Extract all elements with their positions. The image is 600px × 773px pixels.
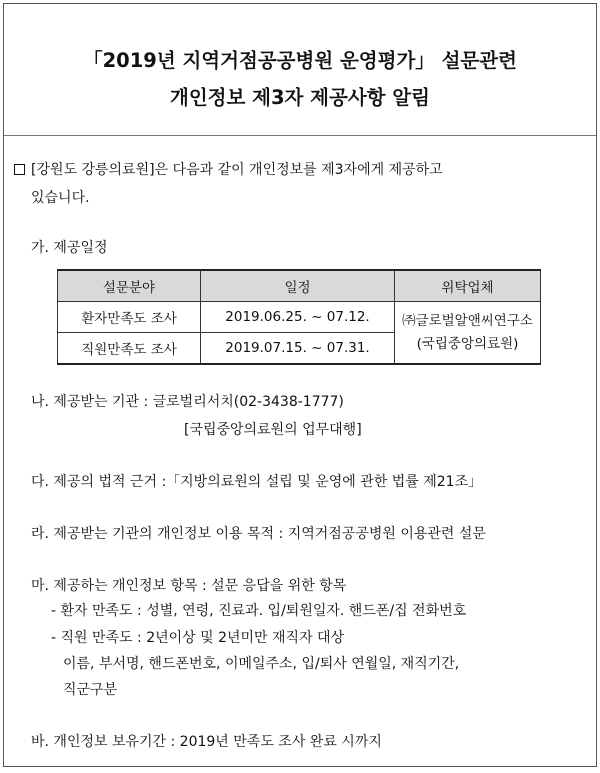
col-header-agency: 위탁업체	[395, 270, 541, 302]
section-ma-heading: 마. 제공하는 개인정보 항목 : 설문 응답을 위한 항목	[31, 578, 347, 594]
document-title-line2: 개인정보 제3자 제공사항 알림	[170, 86, 430, 109]
table-header-row	[58, 270, 541, 302]
section-ma-patient: - 환자 만족도 : 성별, 연령, 진료과. 입/퇴원일자. 핸드폰/집 전화번호	[51, 603, 467, 619]
agency-name: ㈜글로벌알앤씨연구소	[402, 312, 533, 329]
intro-line2: 있습니다.	[31, 190, 90, 206]
cell-period: 2019.06.25. ~ 07.12.	[201, 302, 395, 333]
col-header-period: 일정	[201, 270, 395, 302]
section-ma-staff-items: 이름, 부서명, 핸드폰번호, 이메일주소, 입/퇴사 연월일, 재직기간,	[63, 656, 460, 672]
section-ga-heading: 가. 제공일정	[31, 240, 108, 256]
cell-period: 2019.07.15. ~ 07.31.	[201, 333, 395, 365]
section-na-line2: [국립중앙의료원의 업무대행]	[184, 422, 362, 438]
agency-parent: (국립중앙의료원)	[416, 335, 519, 352]
section-ma-staff-items-cont: 직군구분	[63, 682, 118, 698]
section-ba-text: 바. 개인정보 보유기간 : 2019년 만족도 조사 완료 시까지	[31, 734, 382, 750]
title-divider	[4, 135, 596, 136]
cell-field: 직원만족도 조사	[58, 333, 201, 365]
notice-document	[3, 3, 597, 767]
section-na-line1: 나. 제공받는 기관 : 글로벌리서치(02-3438-1777)	[31, 394, 344, 410]
section-ma-staff: - 직원 만족도 : 2년이상 및 2년미만 재직자 대상	[51, 630, 345, 646]
section-da-text: 다. 제공의 법적 근거 :「지방의료원의 설립 및 운영에 관한 법률 제21조」	[31, 474, 483, 490]
schedule-table	[57, 269, 541, 365]
intro-line1: [강원도 강릉의료원]은 다음과 같이 개인정보를 제3자에게 제공하고	[31, 162, 443, 178]
document-title-line1: 「2019년 지역거점공공병원 운영평가」 설문관련	[83, 49, 517, 72]
checkbox-square-icon	[14, 164, 25, 175]
col-header-field: 설문분야	[58, 270, 201, 302]
cell-field: 환자만족도 조사	[58, 302, 201, 333]
section-ra-text: 라. 제공받는 기관의 개인정보 이용 목적 : 지역거점공공병원 이용관련 설문	[31, 526, 486, 542]
cell-agency	[395, 302, 541, 365]
table-row	[58, 302, 541, 333]
